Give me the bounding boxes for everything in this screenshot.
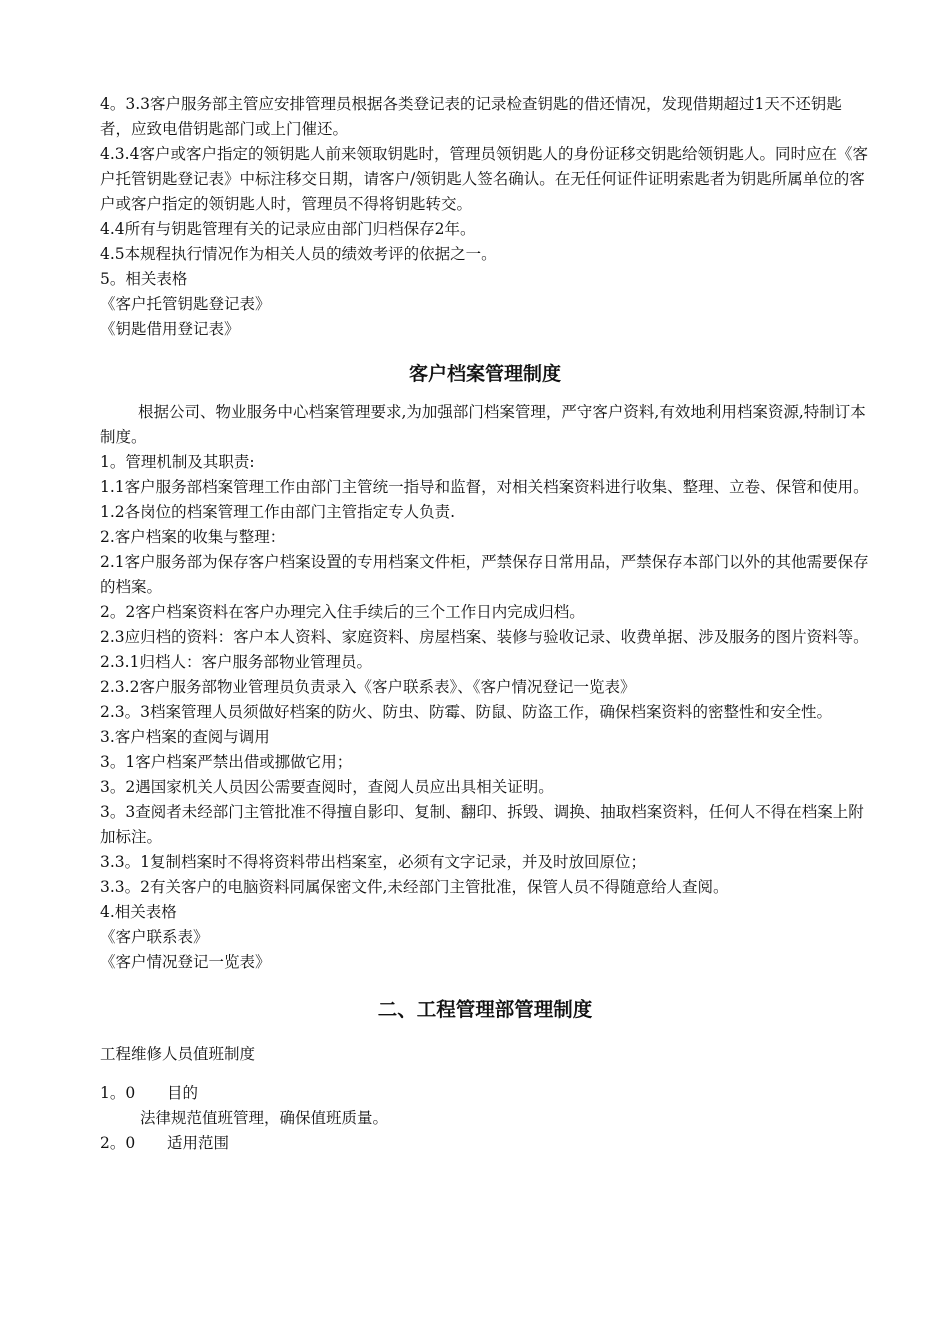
section-title: 客户档案管理制度 xyxy=(408,363,561,385)
paragraph-4-3-4: 4.3.4客户或客户指定的领钥匙人前来领取钥匙时，管理员领钥匙人的身份证移交钥匙给领钥匙人。同时应在《客户托管钥匙登记表》中标注移交日期，请客户/领钥匙人签名确认。在无任何证件证明索匙者为钥匙所属单位的客户或客户指定的领钥匙人时，管理员不得将钥匙转交。 xyxy=(100,145,868,213)
paragraph: 2.1客户服务部为保存客户档案设置的专用档案文件柜，严禁保存日常用品，严禁保存本部门以外的其他需要保存的档案。 xyxy=(100,553,869,596)
clause-1 xyxy=(100,1081,870,1106)
paragraph: 2.3.2客户服务部物业管理员负责录入《客户联系表》、《客户情况登记一览表》 xyxy=(100,678,636,696)
form-name: 《钥匙借用登记表》 xyxy=(100,320,240,338)
paragraph: 2.3。3档案管理人员须做好档案的防火、防虫、防霉、防鼠、防盗工作，确保档案资料的密整性和安全性。 xyxy=(100,703,833,721)
clause-number: 2。0 xyxy=(100,1134,136,1152)
paragraph: 1.1客户服务部档案管理工作由部门主管统一指导和监督，对相关档案资料进行收集、整理、立卷、保管和使用。 xyxy=(100,478,869,496)
clause-number: 1。0 xyxy=(100,1084,136,1102)
form-name: 《客户托管钥匙登记表》 xyxy=(100,295,271,313)
paragraph: 2.客户档案的收集与整理： xyxy=(100,528,286,546)
paragraph: 1。管理机制及其职责: xyxy=(100,453,255,471)
paragraph: 3。2遇国家机关人员因公需要查阅时，查阅人员应出具相关证明。 xyxy=(100,778,554,796)
paragraph: 3。3查阅者未经部门主管批准不得擅自影印、复制、翻印、拆毁、调换、抽取档案资料，任何人不得在档案上附加标注。 xyxy=(100,803,864,846)
paragraph-4-5: 4.5本规程执行情况作为相关人员的绩效考评的依据之一。 xyxy=(100,245,497,263)
paragraph: 1.2各岗位的档案管理工作由部门主管指定专人负责. xyxy=(100,503,456,521)
clause-label: 适用范围 xyxy=(167,1134,230,1152)
heading-related-forms: 5。相关表格 xyxy=(100,270,188,288)
paragraph: 2.3.1归档人：客户服务部物业管理员。 xyxy=(100,653,372,671)
clause-text: 法律规范值班管理，确保值班质量。 xyxy=(140,1109,389,1127)
clause-label: 目的 xyxy=(167,1084,199,1102)
paragraph: 3.3。1复制档案时不得将资料带出档案室，必须有文字记录，并及时放回原位； xyxy=(100,853,647,871)
paragraph: 2.3应归档的资料：客户本人资料、家庭资料、房屋档案、装修与验收记录、收费单据、涉及服务的图片资料等。 xyxy=(100,628,869,646)
paragraph: 3。1客户档案严禁出借或挪做它用； xyxy=(100,753,353,771)
paragraph-4-4: 4.4所有与钥匙管理有关的记录应由部门归档保存2年。 xyxy=(100,220,476,238)
spacer xyxy=(100,1067,870,1081)
heading-related-forms: 4.相关表格 xyxy=(100,903,177,921)
intro-paragraph: 根据公司、物业服务中心档案管理要求,为加强部门档案管理，严守客户资料,有效地利用档案资源,特制订本制度。 xyxy=(100,403,866,446)
paragraph: 2。2客户档案资料在客户办理完入住手续后的三个工作日内完成归档。 xyxy=(100,603,585,621)
chapter-title: 二、工程管理部管理制度 xyxy=(377,998,593,1021)
form-name: 《客户情况登记一览表》 xyxy=(100,953,271,971)
clause-2 xyxy=(100,1131,870,1156)
document-body xyxy=(100,92,870,1156)
form-name: 《客户联系表》 xyxy=(100,928,209,946)
paragraph-4-3-3: 4。3.3客户服务部主管应安排管理员根据各类登记表的记录检查钥匙的借还情况，发现借期超过1天不还钥匙者，应致电借钥匙部门或上门催还。 xyxy=(100,95,842,138)
paragraph: 3.客户档案的查阅与调用 xyxy=(100,728,270,746)
paragraph: 3.3。2有关客户的电脑资料同属保密文件,未经部门主管批准，保管人员不得随意给人查阅。 xyxy=(100,878,729,896)
subsection-title: 工程维修人员值班制度 xyxy=(100,1045,256,1063)
